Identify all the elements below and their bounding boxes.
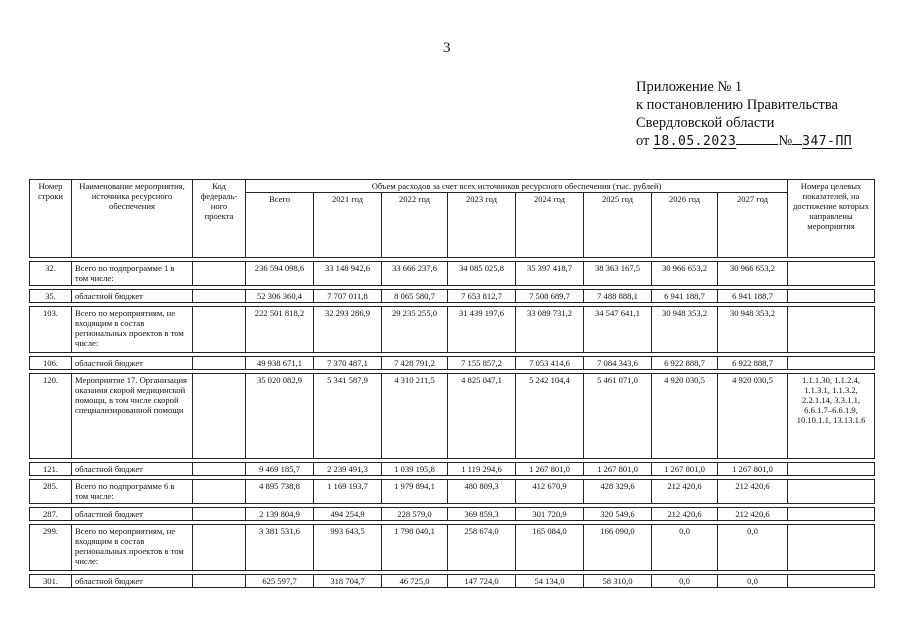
header-2022: 2022 год <box>382 193 448 258</box>
value-cell-y2024: 301 720,9 <box>516 508 584 521</box>
value-cell-y2022: 1 979 894,1 <box>382 480 448 504</box>
table-row <box>30 357 875 370</box>
federal-project-code-cell <box>193 374 246 459</box>
table-row <box>30 262 875 286</box>
row-number-cell: 35. <box>30 290 72 303</box>
target-indicators-cell: 1.1.1.30, 1.1.2.4, 1.1.3.1, 1.1.3.2, 2.2.1.14, 3.3.1.1, 6.6.1.7–6.6.1.9, 10.10.1.1, 13.13.1.6 <box>788 374 875 459</box>
value-cell-y2022: 7 428 791,2 <box>382 357 448 370</box>
row-name-cell: областной бюджет <box>72 290 193 303</box>
value-cell-y2027: 6 941 188,7 <box>718 290 788 303</box>
header-volume: Объем расходов за счет всех источников ресурсного обеспечения (тыс. рублей) <box>246 180 788 193</box>
value-cell-y2025: 7 488 888,1 <box>584 290 652 303</box>
value-cell-y2023: 7 155 857,2 <box>448 357 516 370</box>
value-cell-y2022: 228 579,0 <box>382 508 448 521</box>
number-underline <box>792 132 802 145</box>
value-cell-y2024: 7 508 689,7 <box>516 290 584 303</box>
header-row-num: Номер строки <box>30 180 72 258</box>
appendix-block <box>636 78 852 151</box>
federal-project-code-cell <box>193 357 246 370</box>
value-cell-total: 52 306 360,4 <box>246 290 314 303</box>
appendix-region: Свердловской области <box>636 115 775 131</box>
value-cell-y2021: 494 254,9 <box>314 508 382 521</box>
appendix-title: Приложение № 1 <box>636 79 743 95</box>
table-row <box>30 290 875 303</box>
row-number-cell: 299. <box>30 525 72 571</box>
row-name-cell: Мероприятие 17. Организация оказания скорой медицинской помощи, в том числе скорой специализированной помощи <box>72 374 193 459</box>
value-cell-y2022: 33 666 237,6 <box>382 262 448 286</box>
value-cell-y2026: 6 941 188,7 <box>652 290 718 303</box>
target-indicators-cell <box>788 463 875 476</box>
row-number-cell: 287. <box>30 508 72 521</box>
value-cell-y2023: 480 809,3 <box>448 480 516 504</box>
target-indicators-cell <box>788 508 875 521</box>
row-name-cell: областной бюджет <box>72 575 193 588</box>
target-indicators-cell <box>788 290 875 303</box>
row-name-cell: областной бюджет <box>72 508 193 521</box>
row-number-cell: 103. <box>30 307 72 353</box>
header-code: Код федераль-ного проекта <box>193 180 246 258</box>
budget-table <box>29 179 875 588</box>
value-cell-y2027: 0,0 <box>718 525 788 571</box>
header-2027: 2027 год <box>718 193 788 258</box>
header-2024: 2024 год <box>516 193 584 258</box>
header-2023: 2023 год <box>448 193 516 258</box>
target-indicators-cell <box>788 575 875 588</box>
federal-project-code-cell <box>193 307 246 353</box>
resolution-date: 18.05.2023 <box>653 134 737 149</box>
value-cell-y2024: 412 670,9 <box>516 480 584 504</box>
value-cell-y2023: 147 724,0 <box>448 575 516 588</box>
value-cell-y2024: 54 134,0 <box>516 575 584 588</box>
value-cell-y2023: 369 859,3 <box>448 508 516 521</box>
value-cell-y2024: 1 267 801,0 <box>516 463 584 476</box>
value-cell-y2023: 34 085 025,8 <box>448 262 516 286</box>
value-cell-y2025: 428 329,6 <box>584 480 652 504</box>
value-cell-y2022: 1 798 040,1 <box>382 525 448 571</box>
value-cell-y2026: 4 920 030,5 <box>652 374 718 459</box>
federal-project-code-cell <box>193 525 246 571</box>
value-cell-y2025: 5 461 071,0 <box>584 374 652 459</box>
target-indicators-cell <box>788 262 875 286</box>
date-underline <box>736 132 778 145</box>
value-cell-y2022: 4 310 211,5 <box>382 374 448 459</box>
value-cell-y2023: 258 674,0 <box>448 525 516 571</box>
value-cell-y2022: 8 065 580,7 <box>382 290 448 303</box>
federal-project-code-cell <box>193 463 246 476</box>
value-cell-y2023: 7 653 812,7 <box>448 290 516 303</box>
federal-project-code-cell <box>193 575 246 588</box>
value-cell-y2026: 6 922 888,7 <box>652 357 718 370</box>
value-cell-y2024: 5 242 104,4 <box>516 374 584 459</box>
target-indicators-cell <box>788 307 875 353</box>
row-number-cell: 120. <box>30 374 72 459</box>
value-cell-y2025: 38 363 167,5 <box>584 262 652 286</box>
header-total: Всего <box>246 193 314 258</box>
number-prefix: № <box>778 133 793 149</box>
target-indicators-cell <box>788 357 875 370</box>
value-cell-y2025: 58 310,0 <box>584 575 652 588</box>
row-number-cell: 301. <box>30 575 72 588</box>
value-cell-y2026: 1 267 801,0 <box>652 463 718 476</box>
federal-project-code-cell <box>193 262 246 286</box>
value-cell-y2025: 34 547 641,1 <box>584 307 652 353</box>
target-indicators-cell <box>788 525 875 571</box>
row-name-cell: областной бюджет <box>72 357 193 370</box>
value-cell-y2027: 0,0 <box>718 575 788 588</box>
budget-table-body <box>30 258 875 588</box>
value-cell-y2027: 1 267 801,0 <box>718 463 788 476</box>
table-row <box>30 525 875 571</box>
table-row <box>30 508 875 521</box>
value-cell-y2026: 212 420,6 <box>652 508 718 521</box>
value-cell-total: 4 895 738,8 <box>246 480 314 504</box>
table-row <box>30 480 875 504</box>
row-number-cell: 106. <box>30 357 72 370</box>
value-cell-y2026: 30 966 653,2 <box>652 262 718 286</box>
row-number-cell: 121. <box>30 463 72 476</box>
row-number-cell: 285. <box>30 480 72 504</box>
header-2025: 2025 год <box>584 193 652 258</box>
value-cell-y2021: 318 704,7 <box>314 575 382 588</box>
value-cell-y2026: 30 948 353,2 <box>652 307 718 353</box>
value-cell-y2022: 29 235 255,0 <box>382 307 448 353</box>
value-cell-y2023: 1 119 294,6 <box>448 463 516 476</box>
resolution-number: 347-ПП <box>802 134 853 149</box>
header-2021: 2021 год <box>314 193 382 258</box>
value-cell-total: 222 501 818,2 <box>246 307 314 353</box>
header-name: Наименование мероприятия, источника ресурсного обеспечения <box>72 180 193 258</box>
value-cell-total: 236 594 098,6 <box>246 262 314 286</box>
value-cell-total: 9 469 185,7 <box>246 463 314 476</box>
value-cell-y2025: 1 267 801,0 <box>584 463 652 476</box>
appendix-resolution: к постановлению Правительства <box>636 97 838 113</box>
value-cell-y2021: 2 239 491,3 <box>314 463 382 476</box>
header-targets: Номера целевых показателей, на достижение которых направлены мероприятия <box>788 180 875 258</box>
federal-project-code-cell <box>193 508 246 521</box>
value-cell-y2027: 30 948 353,2 <box>718 307 788 353</box>
value-cell-y2021: 5 341 587,9 <box>314 374 382 459</box>
table-row <box>30 463 875 476</box>
header-2026: 2026 год <box>652 193 718 258</box>
table-row <box>30 575 875 588</box>
value-cell-y2021: 33 148 942,6 <box>314 262 382 286</box>
value-cell-y2023: 4 825 047,1 <box>448 374 516 459</box>
value-cell-y2027: 6 922 888,7 <box>718 357 788 370</box>
row-name-cell: Всего по мероприятиям, не входящим в состав региональных проектов в том числе: <box>72 525 193 571</box>
value-cell-y2026: 212 420,6 <box>652 480 718 504</box>
appendix-date-line <box>636 132 852 151</box>
value-cell-y2027: 212 420,6 <box>718 508 788 521</box>
value-cell-y2021: 7 370 487,1 <box>314 357 382 370</box>
table-row <box>30 307 875 353</box>
value-cell-total: 2 139 804,9 <box>246 508 314 521</box>
row-name-cell: Всего по подпрограмме 6 в том числе: <box>72 480 193 504</box>
value-cell-y2027: 30 966 653,2 <box>718 262 788 286</box>
date-prefix: от <box>636 133 650 149</box>
value-cell-y2023: 31 439 197,6 <box>448 307 516 353</box>
row-name-cell: областной бюджет <box>72 463 193 476</box>
row-number-cell: 32. <box>30 262 72 286</box>
value-cell-y2024: 7 053 414,6 <box>516 357 584 370</box>
federal-project-code-cell <box>193 480 246 504</box>
value-cell-y2026: 0,0 <box>652 575 718 588</box>
value-cell-y2025: 7 084 343,6 <box>584 357 652 370</box>
value-cell-y2025: 166 090,0 <box>584 525 652 571</box>
value-cell-y2024: 165 084,0 <box>516 525 584 571</box>
value-cell-y2025: 320 549,6 <box>584 508 652 521</box>
value-cell-y2024: 33 089 731,2 <box>516 307 584 353</box>
row-name-cell: Всего по мероприятиям, не входящим в состав региональных проектов в том числе: <box>72 307 193 353</box>
value-cell-y2021: 7 707 011,8 <box>314 290 382 303</box>
value-cell-y2026: 0,0 <box>652 525 718 571</box>
value-cell-y2021: 1 169 193,7 <box>314 480 382 504</box>
value-cell-total: 49 938 671,1 <box>246 357 314 370</box>
value-cell-total: 625 597,7 <box>246 575 314 588</box>
value-cell-y2022: 1 039 195,8 <box>382 463 448 476</box>
value-cell-y2027: 4 920 030,5 <box>718 374 788 459</box>
value-cell-y2021: 32 293 286,9 <box>314 307 382 353</box>
target-indicators-cell <box>788 480 875 504</box>
value-cell-y2024: 35 397 418,7 <box>516 262 584 286</box>
federal-project-code-cell <box>193 290 246 303</box>
value-cell-y2022: 46 725,0 <box>382 575 448 588</box>
value-cell-total: 35 020 082,9 <box>246 374 314 459</box>
table-row <box>30 374 875 459</box>
page-number: 3 <box>443 40 451 56</box>
row-name-cell: Всего по подпрограмме 1 в том числе: <box>72 262 193 286</box>
value-cell-total: 3 381 531,6 <box>246 525 314 571</box>
value-cell-y2021: 993 643,5 <box>314 525 382 571</box>
value-cell-y2027: 212 420,6 <box>718 480 788 504</box>
